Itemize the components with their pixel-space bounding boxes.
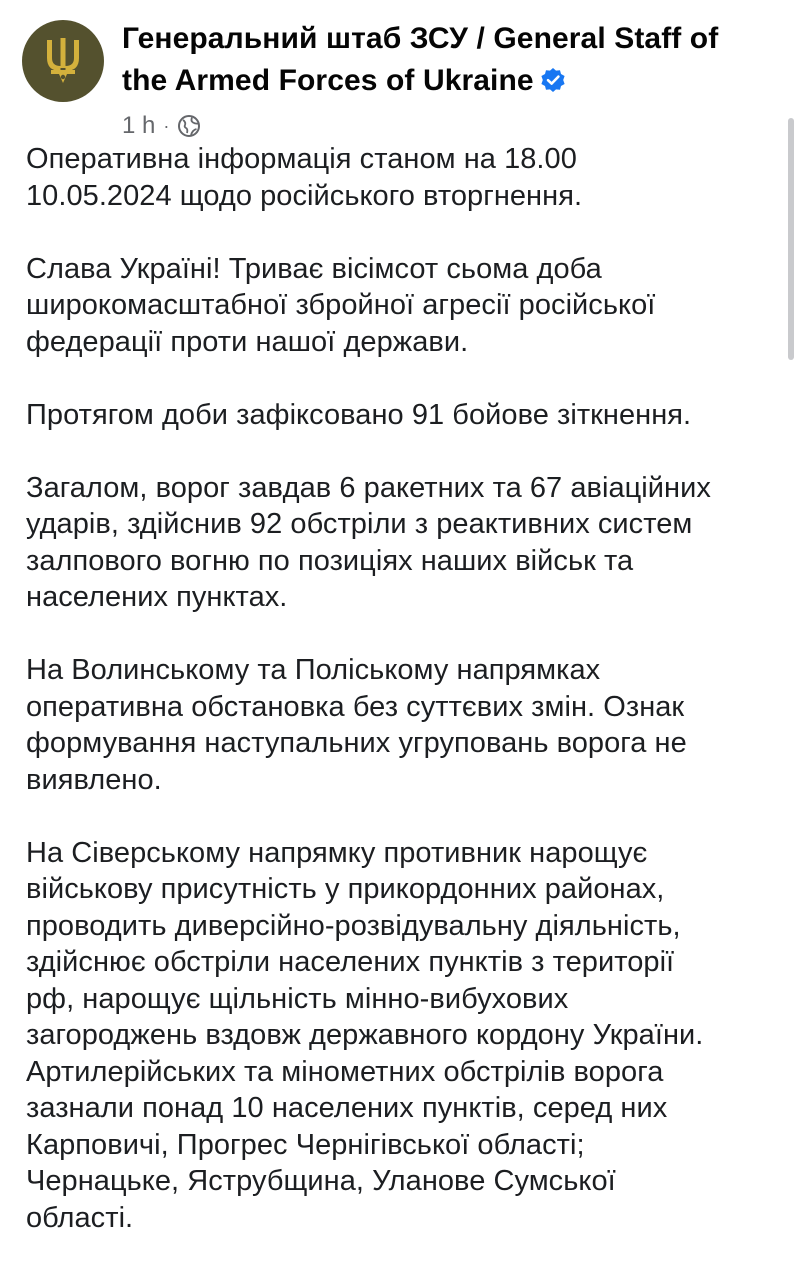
- author-name-text[interactable]: Генеральний штаб ЗСУ / General Staff of the Armed Forces of Ukraine: [122, 22, 719, 97]
- post-paragraph: На Сіверському напрямку противник нарощує військову присутність у прикордонних районах, проводить диверсійно-розвідувальну діяльність, здійснює обстріли населених пунктів з території рф, нарощує щільність мінно-вибухових загороджень вздовж державного кордону України. Артилерійських та мінометних обстрілів ворога зазнали понад 10 населених пунктів, серед них Карповичі, Прогрес Чернігівської області; Чернацьке, Яструбщина, Уланове Сумської області.: [26, 836, 704, 1234]
- globe-icon[interactable]: [177, 114, 201, 138]
- post-header: [22, 18, 782, 138]
- meta-separator: ·: [163, 115, 170, 136]
- post-paragraph: Протягом доби зафіксовано 91 бойове зіткнення.: [26, 398, 692, 431]
- post-text: [26, 141, 786, 1273]
- post-paragraph: Оперативна інформація станом на 18.00 10.05.2024 щодо російського вторгнення.: [26, 143, 583, 212]
- post-paragraph: Слава Україні! Триває вісімсот сьома доба широкомасштабної збройної агресії російської федерації проти нашої держави.: [26, 252, 656, 358]
- trident-icon: [43, 36, 83, 86]
- scrollbar[interactable]: [788, 118, 794, 360]
- post-meta: [122, 110, 201, 142]
- author-name[interactable]: [122, 18, 762, 102]
- post-timestamp[interactable]: 1 h: [122, 112, 156, 139]
- avatar[interactable]: [22, 20, 104, 102]
- post-paragraph: На Волинському та Поліському напрямках оперативна обстановка без суттєвих змін. Ознак формування наступальних угруповань ворога не виявлено.: [26, 654, 687, 796]
- post-paragraph: Загалом, ворог завдав 6 ракетних та 67 авіаційних ударів, здійснив 92 обстріли з реактивних систем залпового вогню по позиціях наших військ та населених пунктах.: [26, 471, 711, 613]
- verified-badge-icon: [540, 67, 566, 93]
